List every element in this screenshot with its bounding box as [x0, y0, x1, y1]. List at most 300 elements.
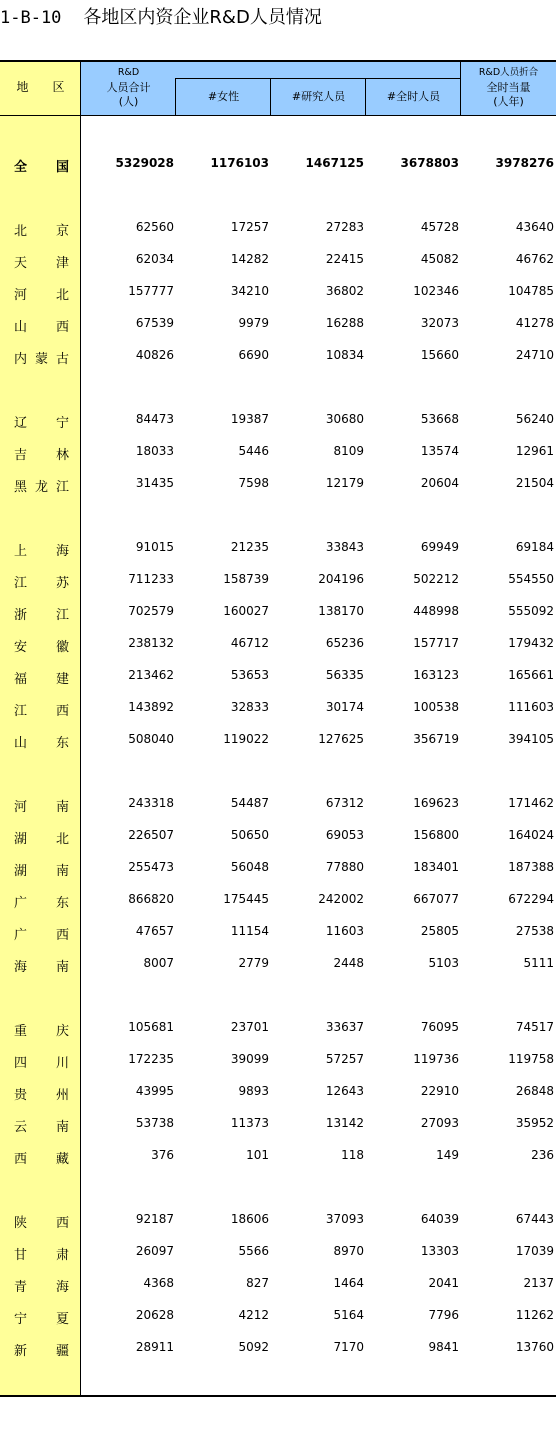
- value-cell: 8970: [333, 1244, 364, 1258]
- value-cell: 156800: [413, 828, 459, 842]
- region-cell: [0, 665, 81, 687]
- value-cell: 5092: [238, 1340, 269, 1354]
- region-char: 徽: [56, 640, 70, 655]
- value-cell: 165661: [508, 668, 554, 682]
- value-cell: 7598: [238, 476, 269, 490]
- value-cell: 25805: [420, 924, 459, 938]
- value-cell: 8007: [143, 956, 174, 970]
- value-cell: 171462: [508, 796, 554, 810]
- value-cell: 4212: [238, 1308, 269, 1322]
- region-char: 内: [14, 352, 28, 367]
- value-cell: 4368: [143, 1276, 174, 1290]
- region-char: 山: [14, 736, 28, 751]
- table-row: [0, 345, 556, 367]
- value-cell: 26097: [135, 1244, 174, 1258]
- value-cell: 76095: [420, 1020, 459, 1034]
- value-cell: 36802: [325, 284, 364, 298]
- value-cell: 118: [341, 1148, 364, 1162]
- region-char: 龙: [35, 480, 49, 495]
- region-cell: [0, 313, 81, 335]
- region-char: 河: [14, 288, 28, 303]
- region-cell: [0, 793, 81, 815]
- value-cell: 54487: [230, 796, 269, 810]
- value-cell: 67443: [515, 1212, 554, 1226]
- value-cell: 67539: [135, 316, 174, 330]
- value-cell: 13303: [420, 1244, 459, 1258]
- value-cell: 27093: [420, 1116, 459, 1130]
- value-cell: 30680: [325, 412, 364, 426]
- region-char: 福: [14, 672, 28, 687]
- value-cell: 22415: [325, 252, 364, 266]
- header-fte-line2: 全时当量: [486, 81, 531, 94]
- value-cell: 9893: [238, 1084, 269, 1098]
- value-cell: 41278: [515, 316, 554, 330]
- value-cell: 160027: [223, 604, 269, 618]
- region-char: 西: [56, 1216, 70, 1231]
- header-sub-divider: [176, 78, 461, 79]
- value-cell: 213462: [128, 668, 174, 682]
- region-char: 江: [14, 704, 28, 719]
- table-row: [0, 857, 556, 879]
- value-cell: 11373: [230, 1116, 269, 1130]
- value-cell: 13574: [420, 444, 459, 458]
- value-cell: 104785: [508, 284, 554, 298]
- header-female: #女性: [207, 90, 240, 103]
- region-char: 南: [56, 864, 70, 879]
- region-char: 陕: [14, 1216, 28, 1231]
- header-region: 地 区: [16, 80, 65, 94]
- table-title: 各地区内资企业R&D人员情况: [83, 7, 322, 28]
- region-char: 苏: [56, 576, 70, 591]
- table-row: [0, 1017, 556, 1039]
- value-cell: 242002: [318, 892, 364, 906]
- table-row: [0, 1305, 556, 1327]
- region-cell: [0, 1241, 81, 1263]
- region-char: 庆: [56, 1024, 70, 1039]
- value-cell: 19387: [230, 412, 269, 426]
- value-cell: 21235: [230, 540, 269, 554]
- value-cell: 149: [436, 1148, 459, 1162]
- value-cell: 32833: [230, 700, 269, 714]
- value-cell: 17257: [230, 220, 269, 234]
- value-cell: 7170: [333, 1340, 364, 1354]
- region-char: 云: [14, 1120, 28, 1135]
- value-cell: 5446: [238, 444, 269, 458]
- region-char: 肃: [56, 1248, 70, 1263]
- region-cell: [0, 729, 81, 751]
- value-cell: 158739: [223, 572, 269, 586]
- value-cell: 92187: [135, 1212, 174, 1226]
- value-cell: 226507: [128, 828, 174, 842]
- value-cell: 702579: [128, 604, 174, 618]
- region-char: 宁: [14, 1312, 28, 1327]
- value-cell: 35952: [515, 1116, 554, 1130]
- value-cell: 65236: [325, 636, 364, 650]
- region-char: 江: [56, 480, 70, 495]
- page-title: [0, 3, 322, 33]
- value-cell: 23701: [230, 1020, 269, 1034]
- value-cell: 67312: [325, 796, 364, 810]
- value-cell: 43640: [515, 220, 554, 234]
- region-char: 南: [56, 960, 70, 975]
- region-char: 北: [56, 288, 70, 303]
- value-cell: 1467125: [305, 156, 364, 170]
- table-row: [0, 889, 556, 911]
- region-char: 浙: [14, 608, 28, 623]
- region-cell: [0, 1337, 81, 1359]
- value-cell: 33637: [325, 1020, 364, 1034]
- value-cell: 236: [531, 1148, 554, 1162]
- table-row: [0, 1113, 556, 1135]
- value-cell: 69053: [325, 828, 364, 842]
- value-cell: 12179: [325, 476, 364, 490]
- table-row: [0, 1241, 556, 1263]
- value-cell: 5164: [333, 1308, 364, 1322]
- value-cell: 827: [246, 1276, 269, 1290]
- region-char: 西: [56, 704, 70, 719]
- region-cell: [0, 1145, 81, 1167]
- region-char: 四: [14, 1056, 28, 1071]
- value-cell: 11603: [325, 924, 364, 938]
- table-row: [0, 601, 556, 623]
- value-cell: 157777: [128, 284, 174, 298]
- value-cell: 12961: [515, 444, 554, 458]
- value-cell: 119736: [413, 1052, 459, 1066]
- region-cell: [0, 1049, 81, 1071]
- region-cell: [0, 569, 81, 591]
- region-char: 吉: [14, 448, 28, 463]
- region-char: 建: [56, 672, 70, 687]
- region-char: 天: [14, 256, 28, 271]
- value-cell: 13142: [325, 1116, 364, 1130]
- value-cell: 5103: [428, 956, 459, 970]
- region-cell: [0, 249, 81, 271]
- value-cell: 127625: [318, 732, 364, 746]
- value-cell: 32073: [420, 316, 459, 330]
- region-cell: [0, 953, 81, 975]
- value-cell: 119022: [223, 732, 269, 746]
- region-char: 津: [56, 256, 70, 271]
- region-char: 夏: [56, 1312, 70, 1327]
- value-cell: 62560: [135, 220, 174, 234]
- value-cell: 179432: [508, 636, 554, 650]
- region-cell: [0, 281, 81, 303]
- header-total-line3: (人): [118, 95, 139, 108]
- value-cell: 45082: [420, 252, 459, 266]
- region-char: 东: [56, 896, 70, 911]
- header-divider-1: [175, 78, 176, 116]
- value-cell: 74517: [515, 1020, 554, 1034]
- value-cell: 40826: [135, 348, 174, 362]
- header-divider-4: [460, 60, 461, 116]
- region-char: 山: [14, 320, 28, 335]
- value-cell: 6690: [238, 348, 269, 362]
- region-char: 东: [56, 736, 70, 751]
- value-cell: 21504: [515, 476, 554, 490]
- region-char: 贵: [14, 1088, 28, 1103]
- value-cell: 119758: [508, 1052, 554, 1066]
- table-row: [0, 1081, 556, 1103]
- value-cell: 53653: [230, 668, 269, 682]
- table-row: [0, 1273, 556, 1295]
- region-char: 辽: [14, 416, 28, 431]
- value-cell: 62034: [135, 252, 174, 266]
- region-char: 宁: [56, 416, 70, 431]
- value-cell: 91015: [135, 540, 174, 554]
- table-row: [0, 569, 556, 591]
- data-table: [0, 60, 556, 1397]
- table-row: [0, 697, 556, 719]
- region-cell: [0, 857, 81, 879]
- value-cell: 866820: [128, 892, 174, 906]
- region-char: 川: [56, 1056, 70, 1071]
- table-top-border: [0, 60, 556, 62]
- value-cell: 53668: [420, 412, 459, 426]
- value-cell: 555092: [508, 604, 554, 618]
- table-row: [0, 1145, 556, 1167]
- header-fte-line3: (人年): [493, 95, 524, 108]
- header-researchers: #研究人员: [291, 90, 346, 103]
- table-row: [0, 633, 556, 655]
- value-cell: 13760: [515, 1340, 554, 1354]
- value-cell: 14282: [230, 252, 269, 266]
- value-cell: 11262: [515, 1308, 554, 1322]
- value-cell: 102346: [413, 284, 459, 298]
- value-cell: 143892: [128, 700, 174, 714]
- table-row: [0, 825, 556, 847]
- region-char: 古: [56, 352, 70, 367]
- region-cell: [0, 1209, 81, 1231]
- value-cell: 3978276: [495, 156, 554, 170]
- value-cell: 711233: [128, 572, 174, 586]
- region-char: 京: [56, 224, 70, 239]
- value-cell: 57257: [325, 1052, 364, 1066]
- value-cell: 183401: [413, 860, 459, 874]
- table-row: [0, 1049, 556, 1071]
- region-char: 黑: [14, 480, 28, 495]
- value-cell: 448998: [413, 604, 459, 618]
- value-cell: 356719: [413, 732, 459, 746]
- region-char: 河: [14, 800, 28, 815]
- value-cell: 18033: [135, 444, 174, 458]
- value-cell: 100538: [413, 700, 459, 714]
- table-row: [0, 953, 556, 975]
- region-cell: [0, 409, 81, 431]
- value-cell: 12643: [325, 1084, 364, 1098]
- value-cell: 3678803: [400, 156, 459, 170]
- region-char: 重: [14, 1024, 28, 1039]
- value-cell: 672294: [508, 892, 554, 906]
- header-total-line2: 人员合计: [106, 81, 151, 94]
- table-row: [0, 1209, 556, 1231]
- header-bottom-border: [0, 115, 556, 116]
- value-cell: 46712: [230, 636, 269, 650]
- value-cell: 2448: [333, 956, 364, 970]
- value-cell: 27283: [325, 220, 364, 234]
- region-cell: [0, 889, 81, 911]
- value-cell: 77880: [325, 860, 364, 874]
- value-cell: 502212: [413, 572, 459, 586]
- value-cell: 1176103: [210, 156, 269, 170]
- table-bottom-border: [0, 1395, 556, 1397]
- table-row: [0, 537, 556, 559]
- region-char: 藏: [56, 1152, 70, 1167]
- value-cell: 667077: [413, 892, 459, 906]
- value-cell: 28911: [135, 1340, 174, 1354]
- value-cell: 238132: [128, 636, 174, 650]
- region-char: 上: [14, 544, 28, 559]
- value-cell: 175445: [223, 892, 269, 906]
- region-char: 广: [14, 928, 28, 943]
- region-cell: [0, 1017, 81, 1039]
- value-cell: 47657: [135, 924, 174, 938]
- value-cell: 26848: [515, 1084, 554, 1098]
- value-cell: 69184: [515, 540, 554, 554]
- region-cell: [0, 1113, 81, 1135]
- table-row: [0, 1337, 556, 1359]
- value-cell: 376: [151, 1148, 174, 1162]
- value-cell: 2137: [523, 1276, 554, 1290]
- value-cell: 7796: [428, 1308, 459, 1322]
- value-cell: 187388: [508, 860, 554, 874]
- region-char: 湖: [14, 864, 28, 879]
- value-cell: 2041: [428, 1276, 459, 1290]
- region-cell: [0, 1305, 81, 1327]
- table-row: [0, 665, 556, 687]
- region-char: 国: [56, 160, 70, 175]
- region-cell: [0, 697, 81, 719]
- region-char: 北: [56, 832, 70, 847]
- value-cell: 30174: [325, 700, 364, 714]
- header-divider-3: [365, 78, 366, 116]
- region-cell: [0, 601, 81, 623]
- value-cell: 64039: [420, 1212, 459, 1226]
- region-char: 海: [14, 960, 28, 975]
- value-cell: 5329028: [115, 156, 174, 170]
- region-char: 南: [56, 1120, 70, 1135]
- value-cell: 31435: [135, 476, 174, 490]
- region-char: 林: [56, 448, 70, 463]
- value-cell: 255473: [128, 860, 174, 874]
- region-char: 疆: [56, 1344, 70, 1359]
- region-char: 州: [56, 1088, 70, 1103]
- region-cell: [0, 217, 81, 239]
- value-cell: 56048: [230, 860, 269, 874]
- region-char: 海: [56, 1280, 70, 1295]
- region-char: 海: [56, 544, 70, 559]
- value-cell: 84473: [135, 412, 174, 426]
- region-char: 全: [14, 160, 28, 175]
- value-cell: 33843: [325, 540, 364, 554]
- table-row: [0, 793, 556, 815]
- header-fulltime: #全时人员: [386, 90, 441, 103]
- table-row: [0, 153, 556, 175]
- value-cell: 164024: [508, 828, 554, 842]
- value-cell: 8109: [333, 444, 364, 458]
- value-cell: 20604: [420, 476, 459, 490]
- value-cell: 45728: [420, 220, 459, 234]
- table-row: [0, 249, 556, 271]
- value-cell: 15660: [420, 348, 459, 362]
- table-row: [0, 409, 556, 431]
- value-cell: 56240: [515, 412, 554, 426]
- region-cell: [0, 921, 81, 943]
- value-cell: 1464: [333, 1276, 364, 1290]
- value-cell: 163123: [413, 668, 459, 682]
- value-cell: 204196: [318, 572, 364, 586]
- value-cell: 5566: [238, 1244, 269, 1258]
- value-cell: 138170: [318, 604, 364, 618]
- region-cell: [0, 473, 81, 495]
- value-cell: 169623: [413, 796, 459, 810]
- value-cell: 46762: [515, 252, 554, 266]
- region-char: 新: [14, 1344, 28, 1359]
- region-char: 西: [14, 1152, 28, 1167]
- table-row: [0, 729, 556, 751]
- value-cell: 22910: [420, 1084, 459, 1098]
- value-cell: 9841: [428, 1340, 459, 1354]
- header-divider-2: [270, 78, 271, 116]
- region-char: 安: [14, 640, 28, 655]
- region-char: 北: [14, 224, 28, 239]
- value-cell: 69949: [420, 540, 459, 554]
- region-char: 广: [14, 896, 28, 911]
- value-cell: 157717: [413, 636, 459, 650]
- value-cell: 34210: [230, 284, 269, 298]
- table-row: [0, 441, 556, 463]
- value-cell: 27538: [515, 924, 554, 938]
- value-cell: 56335: [325, 668, 364, 682]
- region-char: 江: [56, 608, 70, 623]
- value-cell: 37093: [325, 1212, 364, 1226]
- table-row: [0, 921, 556, 943]
- region-cell: [0, 441, 81, 463]
- value-cell: 508040: [128, 732, 174, 746]
- header-fte-line1: R&D人员折合: [478, 67, 539, 78]
- region-cell: [0, 153, 81, 175]
- region-cell: [0, 825, 81, 847]
- value-cell: 18606: [230, 1212, 269, 1226]
- value-cell: 5111: [523, 956, 554, 970]
- value-cell: 111603: [508, 700, 554, 714]
- region-char: 西: [56, 928, 70, 943]
- value-cell: 9979: [238, 316, 269, 330]
- region-cell: [0, 633, 81, 655]
- value-cell: 50650: [230, 828, 269, 842]
- value-cell: 105681: [128, 1020, 174, 1034]
- value-cell: 2779: [238, 956, 269, 970]
- value-cell: 10834: [325, 348, 364, 362]
- region-char: 甘: [14, 1248, 28, 1263]
- value-cell: 243318: [128, 796, 174, 810]
- value-cell: 101: [246, 1148, 269, 1162]
- region-char: 西: [56, 320, 70, 335]
- header-total-line1: R&D: [117, 67, 140, 78]
- region-cell: [0, 345, 81, 367]
- table-row: [0, 473, 556, 495]
- value-cell: 554550: [508, 572, 554, 586]
- value-cell: 17039: [515, 1244, 554, 1258]
- table-row: [0, 281, 556, 303]
- region-char: 青: [14, 1280, 28, 1295]
- region-char: 南: [56, 800, 70, 815]
- table-row: [0, 217, 556, 239]
- value-cell: 43995: [135, 1084, 174, 1098]
- value-cell: 20628: [135, 1308, 174, 1322]
- table-code: 1-B-10: [0, 8, 62, 28]
- value-cell: 39099: [230, 1052, 269, 1066]
- region-char: 湖: [14, 832, 28, 847]
